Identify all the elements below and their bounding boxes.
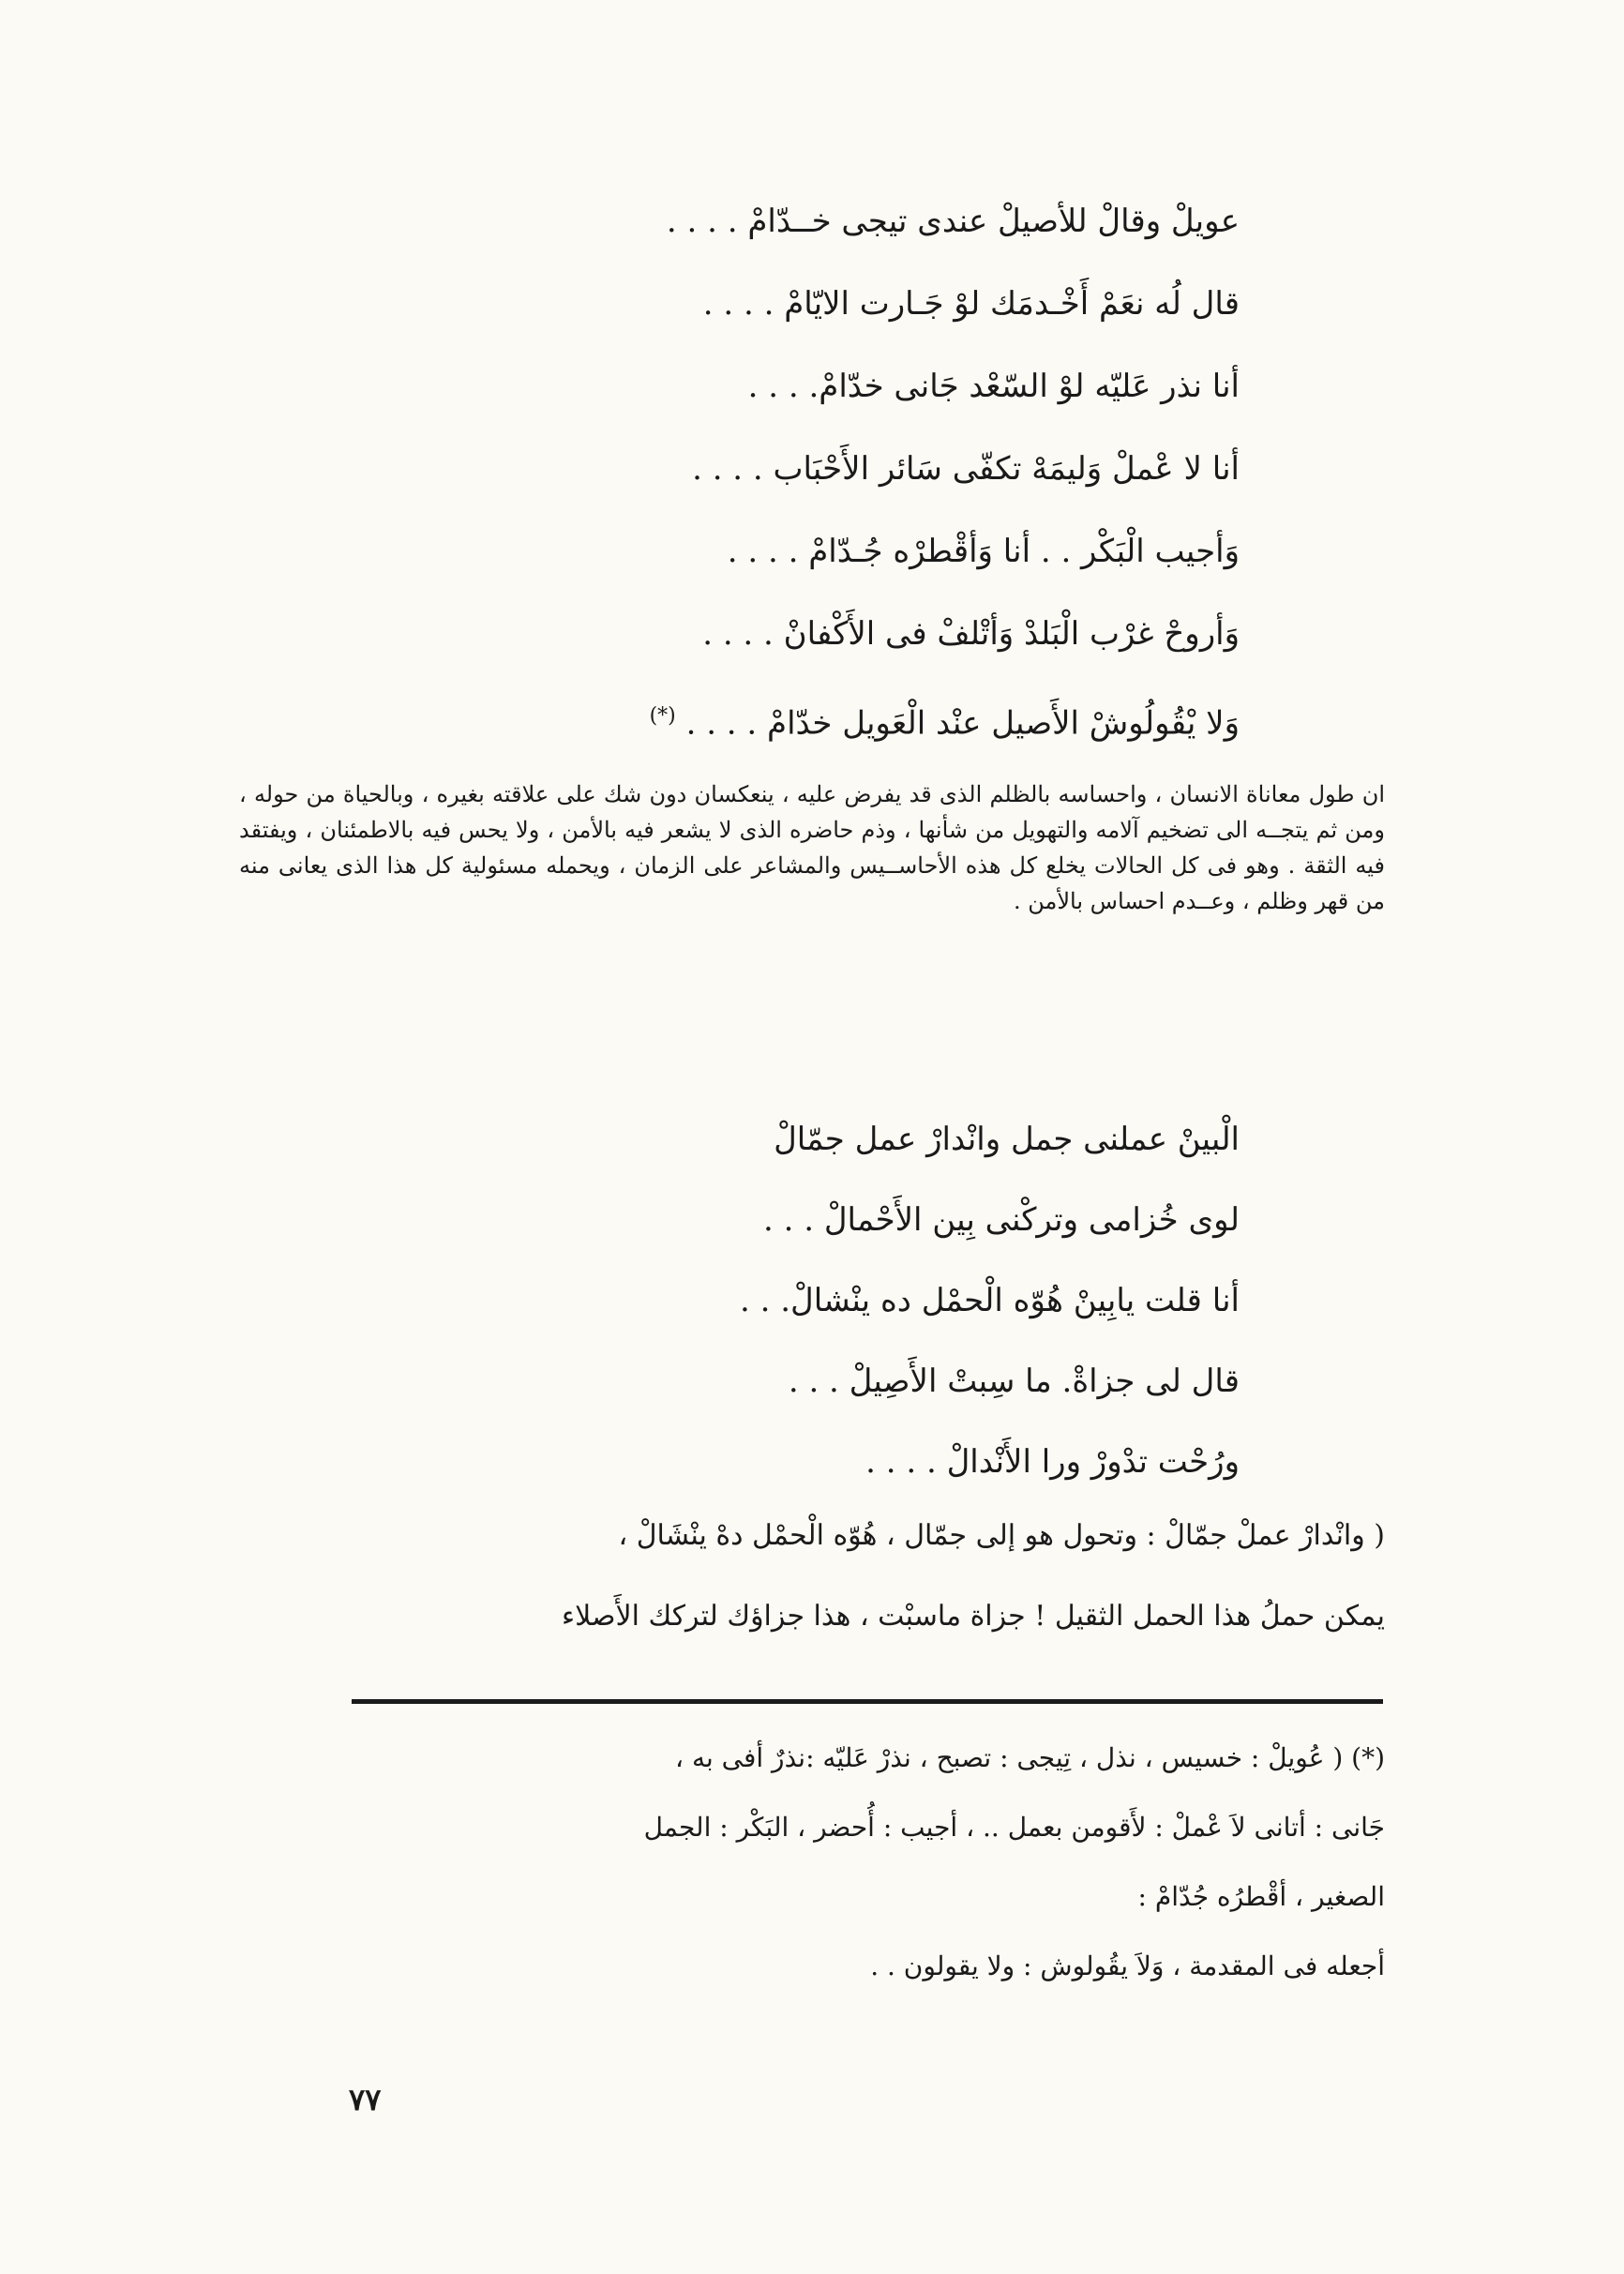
poem-line: قال لى جزاةْ. ما سِبتْ الأَصِيلْ . . . (788, 1363, 1240, 1400)
footnotes (239, 1724, 1385, 2001)
poem-line (650, 688, 1240, 745)
poem-line: أنا لا عْملْ وَليمَهْ تكفّى سَائر الأَحْبَاب . . . . (692, 450, 1240, 488)
poem-line: ورُحْت تدْورْ ورا الأَنْدالْ . . . . (865, 1443, 1240, 1481)
footnote-line: (*) ( عُويلْ : خسيس ، نذل ، تِيجى : تصبح ، نذرْ عَليّه :نذرٌ أفى به ، (675, 1742, 1385, 1773)
poem-line: أنا نذر عَليّه لوْ السّعْد جَانى خدّامْ. . . . (747, 368, 1240, 405)
footnote-line: أجعله فى المقدمة ، وَلاَ يقُولوش : ولا يقولون . . (870, 1950, 1385, 1981)
commentary-text: ان طول معاناة الانسان ، واحساسه بالظلم الذى قد يفرض عليه ، ينعكسان دون شك على علاقته بغيره ، وبالحياة من حوله ، ومن ثم يتجــه الى تضخيم آلامه والتهويل من شأنها ، وذم حاضره الذى لا يشعر فيه بالأمن ، ولا يحس فيه بالاطمئنان ، ويفتقد فيه الثقة . وهو فى كل الحالات يخلع كل هذه الأحاســيس والمشاعر على الزمان ، ويحمله مسئولية كل هذا الذى يعانى منه من قهر وظلم ، وعــدم احساس بالأمن . (239, 781, 1385, 914)
footnote-line: جَانى : أتانى لاَ عْملْ : لأَقومن بعمل .. ، أجيب : أُحضر ، البَكْر : الجمل (643, 1812, 1385, 1843)
glossary-note (239, 1510, 1385, 1643)
poem-line: وَأجيب الْبَكْر . . أنا وَأقْطرْه جُـدّامْ . . . . (727, 533, 1240, 570)
poem-line: أنا قلت يابِينْ هُوّه الْحمْل ده ينْشالْ. . . (739, 1282, 1240, 1319)
footnote-divider (352, 1699, 1383, 1704)
glossary-line: ( وانْدارْ عملْ جمّالْ : وتحول هو إلى جمّال ، هُوّه الْحمْل دهْ ينْشَالْ ، (618, 1519, 1385, 1552)
footnote-line: الصغير ، أقْطرُه جُدّامْ : (1137, 1881, 1385, 1912)
poem-line: عويلْ وقالْ للأصيلْ عندى تيجى خــدّامْ . . . . (666, 203, 1240, 240)
poem-line: لوى خُزامى وتركْنى بِين الأَحْمالْ . . . (763, 1201, 1240, 1239)
poem-line: قال لُه نعَمْ أَخْـدمَك لوْ جَـارت الايّامْ . . . . (702, 285, 1240, 323)
glossary-line: يمكن حملُ هذا الحمل الثقيل ! جزاة ماسبْت ، هذا جزاؤك لتركك الأَصلاء (562, 1600, 1385, 1633)
poem-line: الْبينْ عملنى جمل وانْدارْ عمل جمّالْ (774, 1121, 1240, 1158)
page-number: ٧٧ (349, 2082, 382, 2117)
poem-line: وَأروحْ غرْب الْبَلدْ وَأتْلفْ فى الأَكْفانْ . . . . (702, 615, 1240, 653)
footnote-marker: (*) (649, 704, 676, 728)
poem-stanza-1 (396, 193, 1240, 775)
poem-line-text: وَلا يْقُولُوشْ الأَصيل عنْد الْعَويل خدّامْ . . . . (685, 704, 1240, 743)
poem-stanza-2 (527, 1111, 1240, 1514)
commentary-paragraph (239, 776, 1385, 919)
